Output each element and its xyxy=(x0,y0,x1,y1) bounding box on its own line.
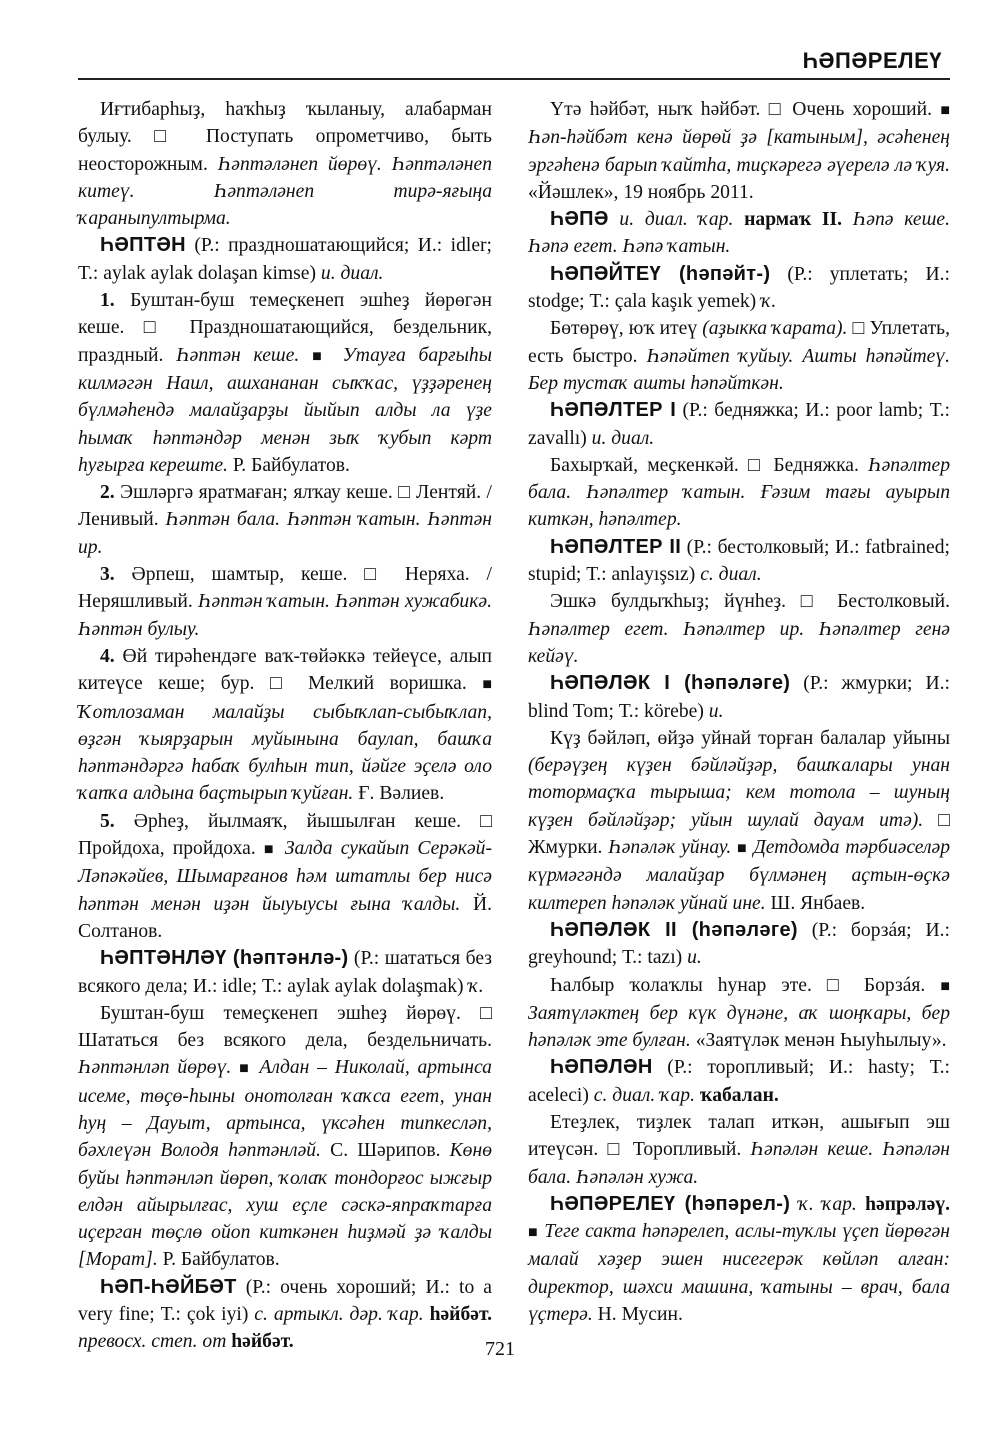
entry-hepelen-body: Етеҙлек, тиҙлек талап иткән, ашығып эш итеүсән. □ Торопливый. Һәпәлән кеше. Һәпәлән бала. Һәпәлән хужа. xyxy=(528,1111,950,1188)
entry-heptanlau: ҺӘПТӘНЛӘҮ (һәптәнлә-) (Р.: шататься без всякого дела; И.: idle; Т.: aylak aylak dolaşmak) ҡ. xyxy=(78,947,493,997)
entry-hepelter-1: ҺӘПӘЛТЕР I (Р.: бедняжка; И.: poor lamb; Т.: zavallı) и. диал. xyxy=(528,399,950,449)
headword: ҺӘПӘЛТЕР II xyxy=(550,535,682,558)
entry-hepelter-2-body: Эшкә булдыҡһыҙ; йүнһеҙ. □ Бестолковый. Һәпәлтер егет. Һәпәлтер ир. Һәпәлтер генә кейәү. xyxy=(528,591,950,667)
entry-hepeiteu-body: Бөтөрөү, юҡ итеү (аҙыкка ҡарата). □ Уплетать, есть быстро. Һәпәйтеп ҡуйыу. Ашты һәпәйтеү. Бер тустаҡ ашты һәпәйткән. xyxy=(528,318,951,394)
headword: ҺӘПӘЛӘН xyxy=(550,1056,653,1079)
black-square-icon: ■ xyxy=(239,1060,252,1078)
black-square-icon: ■ xyxy=(940,102,950,119)
black-square-icon: ■ xyxy=(528,1224,539,1242)
entry-hepelek-1-body: Күҙ бәйләп, өйҙә уйнай торған балалар уйыны (берәүҙең күҙен бәйләйҙәр, башҡалары унан тотормаҫҡа тырыша; кем тотола – шуның күҙен бәйләйҙәр; уйын шулай дауам итә). □ Жмурки. Һәпәләк уйнау. ■ Детдомда тәрбиәселәр күрмәгәндә малайҙар бүлмәнең аҫтын-өҫкә килтереп һәпәләк уйнай ине. Ш. Янбаев. xyxy=(528,727,950,914)
black-square-icon: ■ xyxy=(482,676,492,694)
entry-continuation: Үтә һәйбәт, ныҡ һәйбәт. □ Очень хороший. ■ Һәп-һәйбәт кенә йөрөй ҙә [катыным], әсәһенең эргәһенә барып ҡайтһа, тиҫкәрегә әүерелә лә ҡуя. «Йәшлек», 19 ноябрь 2011. xyxy=(528,99,950,203)
headword: ҺӘПӘЙТЕҮ xyxy=(550,262,661,285)
entry-hepelter-1-body: Бахырҡай, меҫкенкәй. □ Бедняжка. Һәпәлтер бала. Һәпәлтер ҡатын. Ғәзим тағы ауырып киткән, һәпәлтер. xyxy=(528,454,950,531)
sense-1: 1. Буштан-буш темеҫкенеп эшһеҙ йөрөгән кеше. □ Праздношатающийся, бездельник, праздный. Һәптән кеше. ■ Утауға барғыһы килмәгән Наил, ашхананан сыҡҡас, үҙҙәренең бүлмәһендә малайҙарҙы йыйып алды ла үҙе һымаҡ һәптәндәр менән зыҡ ҡубып кәрт һуғырға кереште. Р. Байбулатов. xyxy=(78,290,492,476)
entry-continuation: Иғтибарһыҙ, һаҡһыҙ ҡыланыу, алабарман булыу. □ Поступать опрометчиво, быть неосторожным. Һәптәләнеп йөрөү. Һәптәләнеп китеү. Һәптәләнеп тирә-яғыңа ҡараныпултырма. xyxy=(78,99,492,230)
entry-heptanlau-body: Буштан-буш темеҫкенеп эшһеҙ йөрөү. □ Шататься без всякого дела, бездельничать. Һәптәнләп йөрөү. ■ Алдан – Николай, артынса исеме, төҫө-һыны онотолған ҡаҡса егет, унан һуң – Дауыт, артынса, үксәһен типкесләп, бәхлеүән Володя һәптәнләй. С. Шәрипов. Көнө буйы һәптәнләп йөрөп, ҡолаҡ тондорғос ыжғыр елдән айырылғас, хуш еҫле сәскә-япраҡтарға иҫерган төҫлө ойоп киткәнен һиҙмәй ҙә ҡалды [Морат]. Р. Байбулатов. xyxy=(78,1002,492,1271)
sense-4: 4. Өй тирәһендәге ваҡ-төйәккә тейеүсе, алып китеүсе кеше; бур. □ Мелкий воришка. ■ Ҡотлозаман малайҙы сыбыҡлап-сыбыҡлап, өҙгән ҡыярҙарын муйынына баулап, башҡа һәптәндәргә һабаҡ булһын тип, йәйге эҫелә оло ҡапҡа алдына баҫтырып ҡуйған. Ғ. Вәлиев. xyxy=(78,645,492,805)
entry-hepeiteu: ҺӘПӘЙТЕҮ (һәпәйт-) (Р.: уплетать; И.: stodge; Т.: çala kaşık yemek) ҡ. xyxy=(528,262,950,313)
entry-hepe: ҺӘПӘ и. диал. ҡар. нармаҡ II. Һәпә кеше. Һәпә егет. Һәпә ҡатын. xyxy=(528,208,950,258)
entry-hepelek-2: ҺӘПӘЛӘК II (һәпәләге) (Р.: борзáя; И.: greyhound; Т.: tazı) и. xyxy=(528,918,950,969)
headword: ҺӘПТӘН xyxy=(100,234,186,257)
entry-hep-heibet: ҺӘП-ҺӘЙБӘТ (Р.: очень хороший; И.: to a very fine; Т.: çok iyi) с. артыкл. дәр. ҡар. һәйбәт. превосх. степ. от һәйбәт. xyxy=(78,1275,492,1353)
black-square-icon: ■ xyxy=(312,347,330,365)
entry-hepelek-2-body: Һалбыр ҡолаҡлы һунар эте. □ Борзáя. ■ Заятүләктең бер күк дүнәне, аҡ шоңҡары, бер һәпәләк эте булған. «Заятүләк менән Һыуһылыу». xyxy=(528,974,950,1052)
black-square-icon: ■ xyxy=(737,840,748,858)
sense-2: 2. Эшләргә яратмаған; ялҡау кеше. □ Лентяй. / Ленивый. Һәптән бала. Һәптән ҡатын. Һәптән ир. xyxy=(78,482,492,558)
entry-hepelter-2: ҺӘПӘЛТЕР II (Р.: бестолковый; И.: fatbrained; stupid; Т.: anlayışsız) с. диал. xyxy=(528,535,950,586)
headword: ҺӘПӘЛӘК I xyxy=(550,672,671,695)
left-column xyxy=(78,96,492,1356)
page-header xyxy=(78,40,950,80)
headword: ҺӘПТӘНЛӘҮ xyxy=(100,947,227,970)
right-column xyxy=(528,96,950,1328)
black-square-icon: ■ xyxy=(940,977,950,995)
sense-3: 3. Әрпеш, шамтыр, кеше. □ Неряха. /Неряшливый. Һәптән ҡатын. Һәптән хужабикә. Һәптән булыу. xyxy=(78,564,492,640)
page-number: 721 xyxy=(485,1338,515,1360)
headword: ҺӘПӘРЕЛЕҮ xyxy=(550,1192,676,1215)
entry-hepelek-1: ҺӘПӘЛӘК I (һәпәләге) (Р.: жмурки; И.: blind Tom; Т.: körebe) и. xyxy=(528,672,950,722)
headword: ҺӘПӘ xyxy=(550,208,609,231)
running-title: ҺӘПӘРЕЛЕҮ xyxy=(802,48,942,73)
sense-5: 5. Әрһеҙ, йылмаяҡ, йышылған кеше. □ Пройдоха, пройдоха. ■ Залда сукайып Серәкәй-Ләпәкәйев, Шымарғанов һәм штатлы бер нисә һәптән менән иҙән йыуыусы ғына ҡалды. Й. Солтанов. xyxy=(78,810,492,942)
entry-heperelu: ҺӘПӘРЕЛЕҮ (һәпәрел-) ҡ. ҡар. һәпрәләү. ■ Теге сакта һәпәрелеп, аслы-туҡлы үҫеп йөрөгән малай хәҙер эшен нисегерәк көйләп алған: директор, шәхси машина, ҡатыны – врач, бала үҫтерә. Н. Мусин. xyxy=(528,1192,951,1326)
entry-heptan: ҺӘПТӘН (Р.: праздношатающийся; И.: idler; Т.: aylak aylak dolaşan kimse) и. диал. xyxy=(78,234,492,284)
black-square-icon: ■ xyxy=(263,841,277,859)
entry-hepelen: ҺӘПӘЛӘН (Р.: торопливый; И.: hasty; Т.: aceleci) с. диал. ҡар. ҡабалан. xyxy=(528,1056,950,1106)
headword: ҺӘП-ҺӘЙБӘТ xyxy=(100,1275,237,1298)
headword: ҺӘПӘЛӘК II xyxy=(550,918,677,941)
headword: ҺӘПӘЛТЕР I xyxy=(550,399,677,422)
